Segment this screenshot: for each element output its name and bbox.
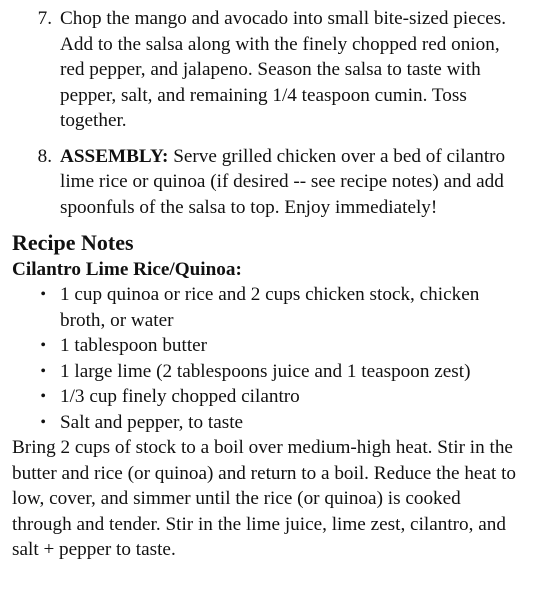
bullet-icon: • (40, 337, 46, 354)
bullet-icon: • (40, 388, 46, 405)
instruction-step (12, 6, 529, 134)
ingredient-item (12, 333, 529, 359)
bullet-icon: • (40, 413, 46, 431)
ingredient-text: 1 tablespoon butter (60, 335, 208, 356)
instruction-steps (12, 6, 529, 220)
step-text: Chop the mango and avocado into small bite-sized pieces. Add to the salsa along with the finely chopped red onion, red pepper, and jalapeno. Season the salsa to taste with pepper, salt, and remaining 1/4 teaspoon cumin. Toss together. (60, 8, 506, 131)
step-label: ASSEMBLY: (60, 145, 169, 167)
ingredient-list (12, 282, 529, 435)
ingredient-text: 1 large lime (2 tablespoons juice and 1 teaspoon zest) (60, 360, 471, 382)
rice-quinoa-subtitle: Cilantro Lime Rice/Quinoa: (12, 259, 242, 280)
method-paragraph: Bring 2 cups of stock to a boil over medium-high heat. Stir in the butter and rice (or quinoa) and return to a boil. Reduce the heat to low, cover, and simmer until the rice (or quinoa) is cooked through and tender. Stir in the lime juice, lime zest, cilantro, and salt + pepper to taste. (12, 437, 517, 560)
step-number: 7. (37, 8, 52, 29)
step-number: 8. (37, 145, 52, 167)
ingredient-item (12, 384, 529, 410)
instruction-step (12, 144, 529, 221)
recipe-notes-title: Recipe Notes (12, 230, 134, 255)
bullet-icon: • (40, 286, 46, 303)
ingredient-item (12, 410, 529, 436)
step-content (60, 144, 529, 221)
ingredient-text: 1/3 cup finely chopped cilantro (60, 386, 300, 407)
ingredient-item (12, 282, 529, 333)
bullet-icon: • (40, 362, 46, 380)
ingredient-item (12, 359, 529, 385)
ingredient-text: Salt and pepper, to taste (60, 411, 244, 433)
ingredient-text: 1 cup quinoa or rice and 2 cups chicken stock, chicken broth, or water (60, 284, 480, 331)
step-text: Serve grilled chicken over a bed of cilantro lime rice or quinoa (if desired -- see recipe notes) and add spoonfuls of the salsa to top. Enjoy immediately! (60, 145, 506, 218)
